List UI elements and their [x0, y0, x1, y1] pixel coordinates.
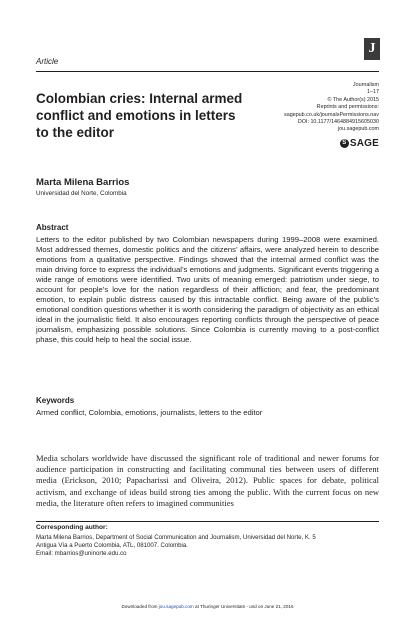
sage-circle-icon: S [340, 139, 349, 148]
download-footer [0, 604, 415, 609]
doi-line[interactable]: DOI: 10.1177/1464884915605030 [297, 119, 379, 126]
corresponding-author-heading: Corresponding author: [36, 524, 108, 531]
corresponding-author-details [36, 534, 379, 559]
article-title: Colombian cries: Internal armed conflict and emotions in letters to the editor [36, 91, 243, 140]
author-name: Marta Milena Barrios [36, 177, 130, 188]
header-rule [36, 71, 379, 72]
journal-metadata [239, 82, 379, 134]
abstract-text: Letters to the editor published by two Colombian newspapers during 1999–2008 were examined. Most addressed themes, domestic politics and the citizens’ affairs, were analyzed herein to describe emotions from a qualitative perspective. Findings showed that the internal armed conflict was the main driving force to express the individual’s emotions and judgments. Significant events triggering a wide range of emotions were identified. Two units of meaning emerged: patriotism under siege, to account for people’s love for the nation regardless of their affliction; and fear, the predominant emotion, to explain public distress caused by this intractable conflict. Being aware of the public’s emotional condition questions whether it is worth considering the paradigm of objectivity as an ethical ideal in the journalistic field. It also encourages reporting conflicts through the perspective of peace journalism, emphasizing possible solutions. Since Colombia is currently moving to a post-conflict phase, this could help to heal the social issue. [36, 235, 379, 345]
page-range: 1–17 [367, 89, 379, 96]
permissions-link[interactable]: sagepub.co.uk/journalsPermissions.nav [284, 111, 379, 118]
footer-prefix: Downloaded from [121, 604, 158, 609]
footer-link[interactable]: jou.sagepub.com [158, 604, 194, 609]
keywords-heading: Keywords [36, 396, 75, 405]
body-paragraph: Media scholars worldwide have discussed the significant role of traditional and newer forums for audience participation in constructing and facilitating communal ties between users of different media (Erickson, 2010; Papacharissi and Oliveira, 2012). Public spaces for debate, political activism, and exchange of ideas build strong ties among the public. With the current focus on new media, the literature often refers to imagined communities [36, 453, 379, 508]
journal-url-link[interactable]: jou.sagepub.com [337, 126, 379, 133]
abstract-heading: Abstract [36, 223, 69, 232]
author-affiliation: Universidad del Norte, Colombia [36, 190, 127, 197]
footer-suffix: at Thuringer Universitats - und on June 21, 2016 [195, 604, 294, 609]
copyright-line: © The Author(s) 2015 [327, 96, 379, 103]
keywords-text: Armed conflict, Colombia, emotions, journalists, letters to the editor [36, 408, 263, 417]
footnote-rule [36, 521, 379, 522]
corresponding-address-line: Marta Milena Barrios, Department of Social Communication and Journalism, Universidad del Norte, K. 5 [36, 534, 316, 541]
reprints-line: Reprints and permissions: [316, 104, 379, 111]
article-type-label: Article [36, 57, 59, 66]
journal-logo: J [364, 38, 380, 60]
corresponding-address-line: Antigua Vía a Puerto Colombia, ATL, 081007. Colombia. [36, 542, 188, 550]
corresponding-email[interactable]: Email: mbarrios@uninorte.edu.co [36, 550, 127, 558]
journal-name: Journalism [352, 82, 379, 88]
sage-logo [340, 138, 379, 149]
publisher-name: SAGE [349, 138, 379, 149]
